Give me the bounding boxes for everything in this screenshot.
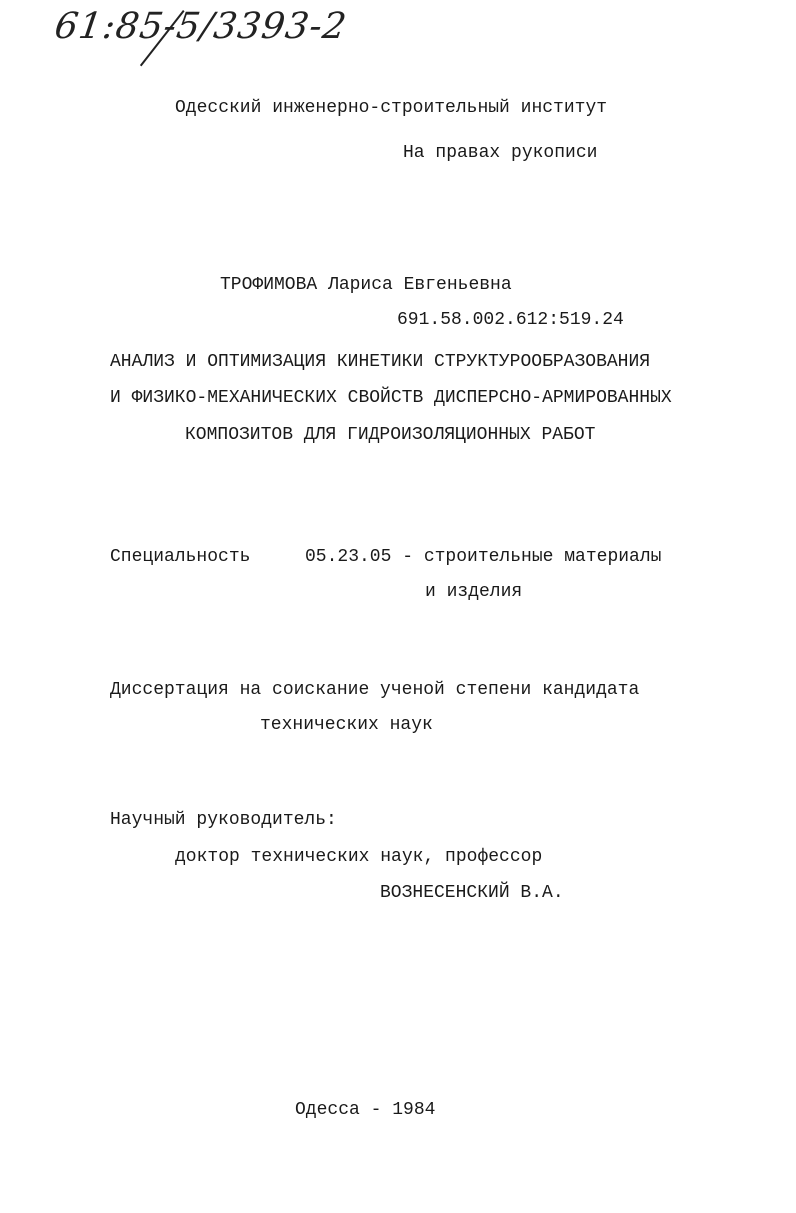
specialty-label: Специальность [110, 547, 251, 567]
degree-line-2: технических наук [260, 715, 433, 735]
title-line-2: И ФИЗИКО-МЕХАНИЧЕСКИХ СВОЙСТВ ДИСПЕРСНО-АРМИРОВАННЫХ [110, 388, 672, 408]
title-line-3: КОМПОЗИТОВ ДЛЯ ГИДРОИЗОЛЯЦИОННЫХ РАБОТ [185, 425, 596, 445]
institution: Одесский инженерно-строительный институт [175, 98, 608, 118]
title-line-1: АНАЛИЗ И ОПТИМИЗАЦИЯ КИНЕТИКИ СТРУКТУРООБРАЗОВАНИЯ [110, 352, 651, 372]
specialty-value-cont: и изделия [425, 582, 523, 602]
supervisor-title: доктор технических наук, профессор [175, 847, 543, 867]
place-year: Одесса - 1984 [295, 1100, 436, 1120]
handwritten-archive-number: 61:85-5/3393-2 [52, 6, 350, 47]
supervisor-name: ВОЗНЕСЕНСКИЙ В.А. [380, 883, 564, 903]
author-name: ТРОФИМОВА Лариса Евгеньевна [220, 275, 512, 295]
udc-code: 691.58.002.612:519.24 [397, 310, 624, 330]
specialty-value: 05.23.05 - строительные материалы [305, 547, 662, 567]
rights-note: На правах рукописи [403, 143, 598, 163]
supervisor-label: Научный руководитель: [110, 810, 337, 830]
degree-line-1: Диссертация на соискание ученой степени кандидата [110, 680, 640, 700]
